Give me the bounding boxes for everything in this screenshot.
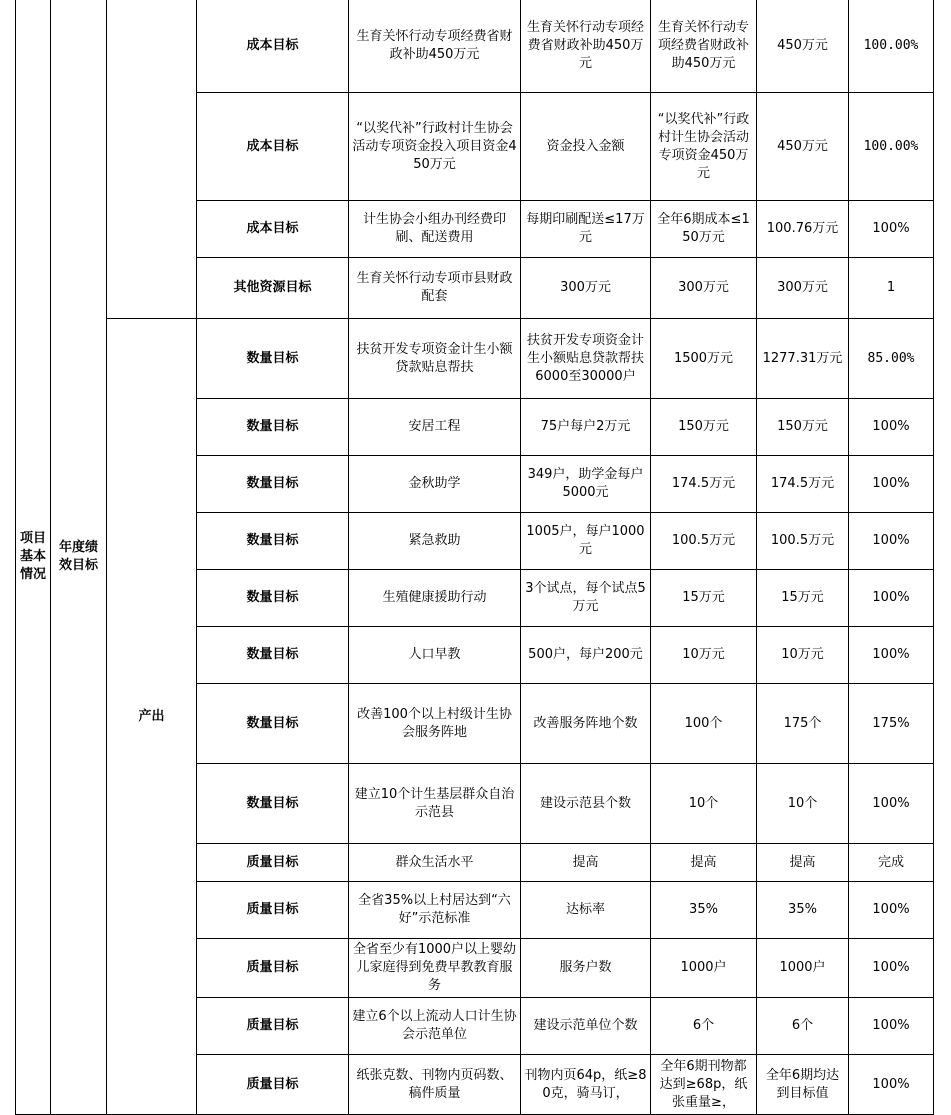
- blank-cell: [107, 0, 197, 319]
- actual-value: 100.76万元: [757, 201, 849, 258]
- target-content: 群众生活水平: [349, 844, 521, 882]
- indicator: 每期印刷配送≤17万元: [521, 201, 651, 258]
- target-value: 10万元: [651, 627, 757, 684]
- actual-value: 174.5万元: [757, 456, 849, 513]
- actual-value: 450万元: [757, 0, 849, 93]
- target-content: 全省35%以上村居达到“六好”示范标准: [349, 882, 521, 939]
- completion-rate: 100.00%: [849, 93, 934, 201]
- actual-value: 1000户: [757, 939, 849, 998]
- table-row: [16, 0, 934, 93]
- target-value: 提高: [651, 844, 757, 882]
- indicator: 建设示范县个数: [521, 764, 651, 844]
- project-basic-label: 项目基本情况: [16, 0, 51, 1115]
- completion-rate: 1: [849, 258, 934, 319]
- completion-rate: 100%: [849, 456, 934, 513]
- actual-value: 15万元: [757, 570, 849, 627]
- indicator: 扶贫开发专项资金计生小额贴息贷款帮扶6000至30000户: [521, 319, 651, 399]
- target-content: 安居工程: [349, 399, 521, 456]
- completion-rate: 100.00%: [849, 0, 934, 93]
- completion-rate: 100%: [849, 939, 934, 998]
- target-type: 成本目标: [197, 0, 349, 93]
- target-value: 300万元: [651, 258, 757, 319]
- completion-rate: 175%: [849, 684, 934, 764]
- target-type: 质量目标: [197, 882, 349, 939]
- completion-rate: 100%: [849, 570, 934, 627]
- table-row: [16, 319, 934, 399]
- actual-value: 35%: [757, 882, 849, 939]
- target-content: 计生协会小组办刊经费印刷、配送费用: [349, 201, 521, 258]
- indicator: 建设示范单位个数: [521, 998, 651, 1055]
- indicator: 资金投入金额: [521, 93, 651, 201]
- actual-value: 300万元: [757, 258, 849, 319]
- target-content: “以奖代补”行政村计生协会活动专项资金投入项目资金450万元: [349, 93, 521, 201]
- performance-table: [15, 0, 934, 1115]
- target-content: 建立6个以上流动人口计生协会示范单位: [349, 998, 521, 1055]
- target-content: 建立10个计生基层群众自治示范县: [349, 764, 521, 844]
- indicator: 改善服务阵地个数: [521, 684, 651, 764]
- target-type: 数量目标: [197, 627, 349, 684]
- target-content: 全省至少有1000户以上婴幼儿家庭得到免费早教教育服务: [349, 939, 521, 998]
- completion-rate: 100%: [849, 513, 934, 570]
- completion-rate: 100%: [849, 399, 934, 456]
- target-type: 成本目标: [197, 93, 349, 201]
- annual-goal-label: 年度绩效目标: [51, 0, 107, 1115]
- target-value: 100.5万元: [651, 513, 757, 570]
- target-value: 全年6期成本≤150万元: [651, 201, 757, 258]
- target-content: 生殖健康援助行动: [349, 570, 521, 627]
- indicator: 500户，每户200元: [521, 627, 651, 684]
- target-type: 质量目标: [197, 1055, 349, 1115]
- target-type: 质量目标: [197, 844, 349, 882]
- actual-value: 提高: [757, 844, 849, 882]
- target-content: 扶贫开发专项资金计生小额贷款贴息帮扶: [349, 319, 521, 399]
- target-value: 15万元: [651, 570, 757, 627]
- target-type: 其他资源目标: [197, 258, 349, 319]
- indicator: 服务户数: [521, 939, 651, 998]
- actual-value: 10个: [757, 764, 849, 844]
- completion-rate: 100%: [849, 1055, 934, 1115]
- target-value: 35%: [651, 882, 757, 939]
- target-value: 10个: [651, 764, 757, 844]
- target-type: 数量目标: [197, 513, 349, 570]
- target-value: 150万元: [651, 399, 757, 456]
- target-content: 改善100个以上村级计生协会服务阵地: [349, 684, 521, 764]
- target-content: 紧急救助: [349, 513, 521, 570]
- indicator: 75户每户2万元: [521, 399, 651, 456]
- output-label: 产出: [107, 319, 197, 1115]
- target-content: 生育关怀行动专项市县财政配套: [349, 258, 521, 319]
- target-value: 6个: [651, 998, 757, 1055]
- completion-rate: 100%: [849, 998, 934, 1055]
- target-type: 质量目标: [197, 998, 349, 1055]
- indicator: 提高: [521, 844, 651, 882]
- completion-rate: 100%: [849, 627, 934, 684]
- target-value: 1500万元: [651, 319, 757, 399]
- completion-rate: 100%: [849, 882, 934, 939]
- target-content: 生育关怀行动专项经费省财政补助450万元: [349, 0, 521, 93]
- actual-value: 100.5万元: [757, 513, 849, 570]
- completion-rate: 100%: [849, 764, 934, 844]
- actual-value: 150万元: [757, 399, 849, 456]
- target-content: 金秋助学: [349, 456, 521, 513]
- target-type: 数量目标: [197, 399, 349, 456]
- indicator: 达标率: [521, 882, 651, 939]
- indicator: 生育关怀行动专项经费省财政补助450万元: [521, 0, 651, 93]
- target-type: 数量目标: [197, 764, 349, 844]
- actual-value: 1277.31万元: [757, 319, 849, 399]
- target-type: 数量目标: [197, 456, 349, 513]
- target-type: 数量目标: [197, 684, 349, 764]
- target-value: 全年6期刊物都达到≥68p，纸张重量≥，: [651, 1055, 757, 1115]
- target-content: 纸张克数、刊物内页码数、稿件质量: [349, 1055, 521, 1115]
- actual-value: 全年6期均达到目标值: [757, 1055, 849, 1115]
- completion-rate: 100%: [849, 201, 934, 258]
- target-value: 1000户: [651, 939, 757, 998]
- indicator: 349户，助学金每户5000元: [521, 456, 651, 513]
- indicator: 3个试点，每个试点5万元: [521, 570, 651, 627]
- target-value: “以奖代补”行政村计生协会活动专项资金450万元: [651, 93, 757, 201]
- indicator: 300万元: [521, 258, 651, 319]
- completion-rate: 85.00%: [849, 319, 934, 399]
- target-type: 数量目标: [197, 570, 349, 627]
- target-type: 质量目标: [197, 939, 349, 998]
- completion-rate: 完成: [849, 844, 934, 882]
- indicator: 1005户，每户1000元: [521, 513, 651, 570]
- actual-value: 6个: [757, 998, 849, 1055]
- actual-value: 175个: [757, 684, 849, 764]
- target-value: 生育关怀行动专项经费省财政补助450万元: [651, 0, 757, 93]
- actual-value: 10万元: [757, 627, 849, 684]
- target-type: 成本目标: [197, 201, 349, 258]
- target-value: 174.5万元: [651, 456, 757, 513]
- actual-value: 450万元: [757, 93, 849, 201]
- target-content: 人口早教: [349, 627, 521, 684]
- indicator: 刊物内页64p，纸≥80克，骑马订，: [521, 1055, 651, 1115]
- target-type: 数量目标: [197, 319, 349, 399]
- target-value: 100个: [651, 684, 757, 764]
